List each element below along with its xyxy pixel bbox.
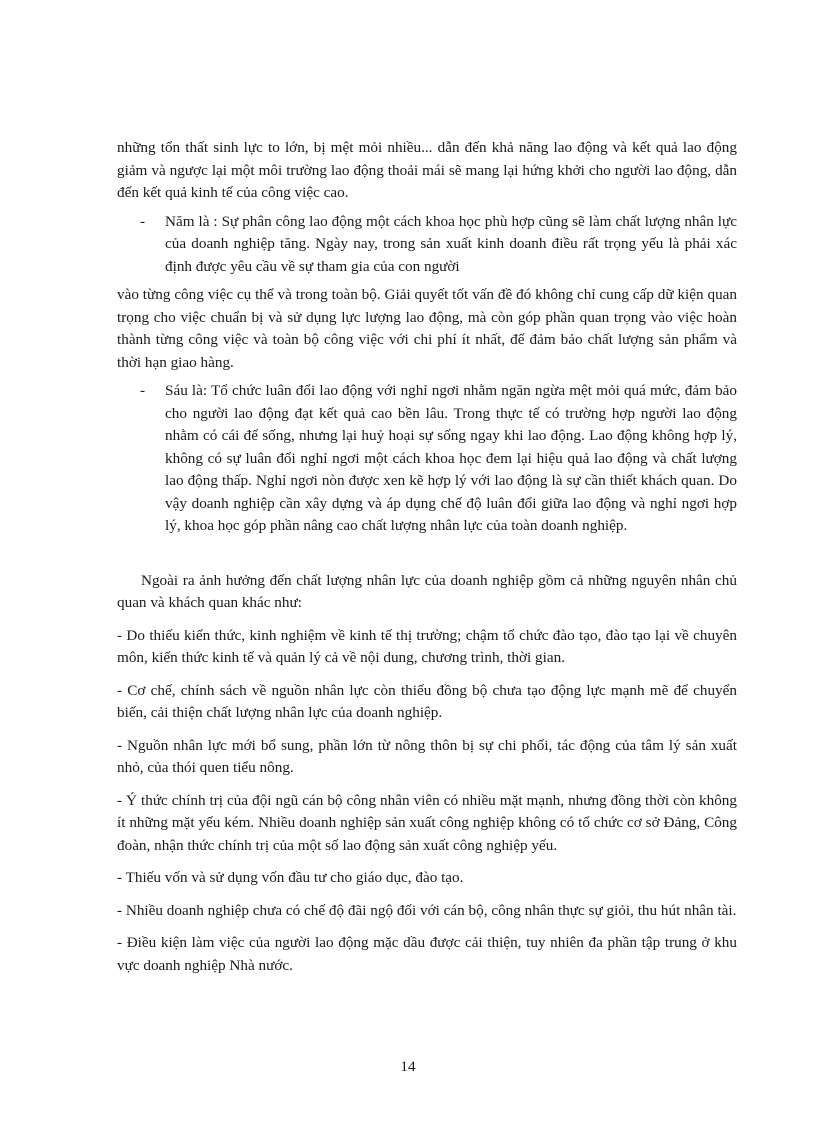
paragraph-continued-2: vào từng công việc cụ thể và trong toàn bộ. Giải quyết tốt vấn đề đó không chỉ cung cấp dữ kiện quan trọng cho việc chuẩn bị và sử dụng lực lượng lao động, mà còn góp phần quan trọng vào việc hoàn thành từng công việc và toàn bộ công việc với chi phí ít nhất, để đảm bảo chất lượng sản phẩm và thời hạn giao hàng. [117,286,737,371]
cause-item-3: - Nguồn nhân lực mới bổ sung, phần lớn từ nông thôn bị sự chi phối, tác động của tâm lý sản xuất nhỏ, của thói quen tiểu nông. [117,736,737,776]
bullet-text: Sáu là: Tổ chức luân đổi lao động với nghỉ ngơi nhằm ngăn ngừa mệt mỏi quá mức, đảm bảo cho người lao động đạt kết quả cao bền lâu. Trong thực tế có trường hợp người lao động nhằm có cái để sống, nhưng lại huỷ hoại sự sống ngay khi lao động. Lao động không hợp lý, không có sự luân đổi nghỉ ngơi một cách khoa học đem lại hiệu quả lao động và chất lượng lao động thấp. Nghỉ ngơi nòn được xen kẽ hợp lý với lao động là sự cần thiết khách quan. Do vậy doanh nghiệp cần xây dựng và áp dụng chế độ luân đổi giữa lao động và nghỉ ngơi hợp lý, khoa học góp phần nâng cao chất lượng nhân lực của toàn doanh nghiệp. [165,382,737,534]
document-page [117,137,737,977]
cause-item-4: - Ý thức chính trị của đội ngũ cán bộ công nhân viên có nhiều mặt mạnh, nhưng đồng thời còn không ít những mặt yếu kém. Nhiều doanh nghiệp sản xuất công nghiệp không có tổ chức cơ sở Đảng, Công đoàn, nhận thức chính trị của một số lao động sản xuất công nghiệp yếu. [117,791,737,854]
cause-item-5: - Thiếu vốn và sử dụng vốn đầu tư cho giáo dục, đào tạo. [117,869,464,886]
paragraph-intro-causes: Ngoài ra ảnh hưởng đến chất lượng nhân lực của doanh nghiệp gồm cả những nguyên nhân chủ quan và khách quan khác như: [117,571,737,611]
paragraph-continued: những tổn thất sinh lực to lớn, bị mệt mỏi nhiều... dẫn đến khả năng lao động và kết quả lao động giảm và ngược lại một môi trường lao động thoải mái sẽ mang lại hứng khởi cho người lao động, dẫn đến kết quả kinh tế của công việc cao. [117,139,737,201]
bullet-dash: - [140,382,146,399]
bullet-item-six [140,380,737,538]
page-number: 14 [400,1058,416,1075]
bullet-dash: - [140,212,146,230]
cause-item-6: - Nhiều doanh nghiệp chưa có chế độ đãi ngộ đối với cán bộ, công nhân thực sự giỏi, thu hút nhân tài. [117,901,737,919]
cause-item-2: - Cơ chế, chính sách về nguồn nhân lực còn thiếu đồng bộ chưa tạo động lực mạnh mẽ để chuyển biến, cải thiện chất lượng nhân lực của doanh nghiệp. [117,681,737,721]
bullet-item-five [140,211,737,279]
cause-item-7: - Điều kiện làm việc của người lao động mặc dầu được cải thiện, tuy nhiên đa phần tập trung ở khu vực doanh nghiệp Nhà nước. [117,934,737,974]
bullet-text: Năm là : Sự phân công lao động một cách khoa học phù hợp cũng sẽ làm chất lượng nhân lực của doanh nghiệp tăng. Ngày nay, trong sản xuất kinh doanh điều rất trọng yếu là phải xác định được yêu cầu về sự tham gia của con người [165,212,737,275]
cause-item-1: - Do thiếu kiến thức, kinh nghiệm về kinh tế thị trường; chậm tổ chức đào tạo, đào tạo lại về chuyên môn, kiến thức kinh tế và quản lý cả về nội dung, chương trình, thời gian. [117,626,737,666]
